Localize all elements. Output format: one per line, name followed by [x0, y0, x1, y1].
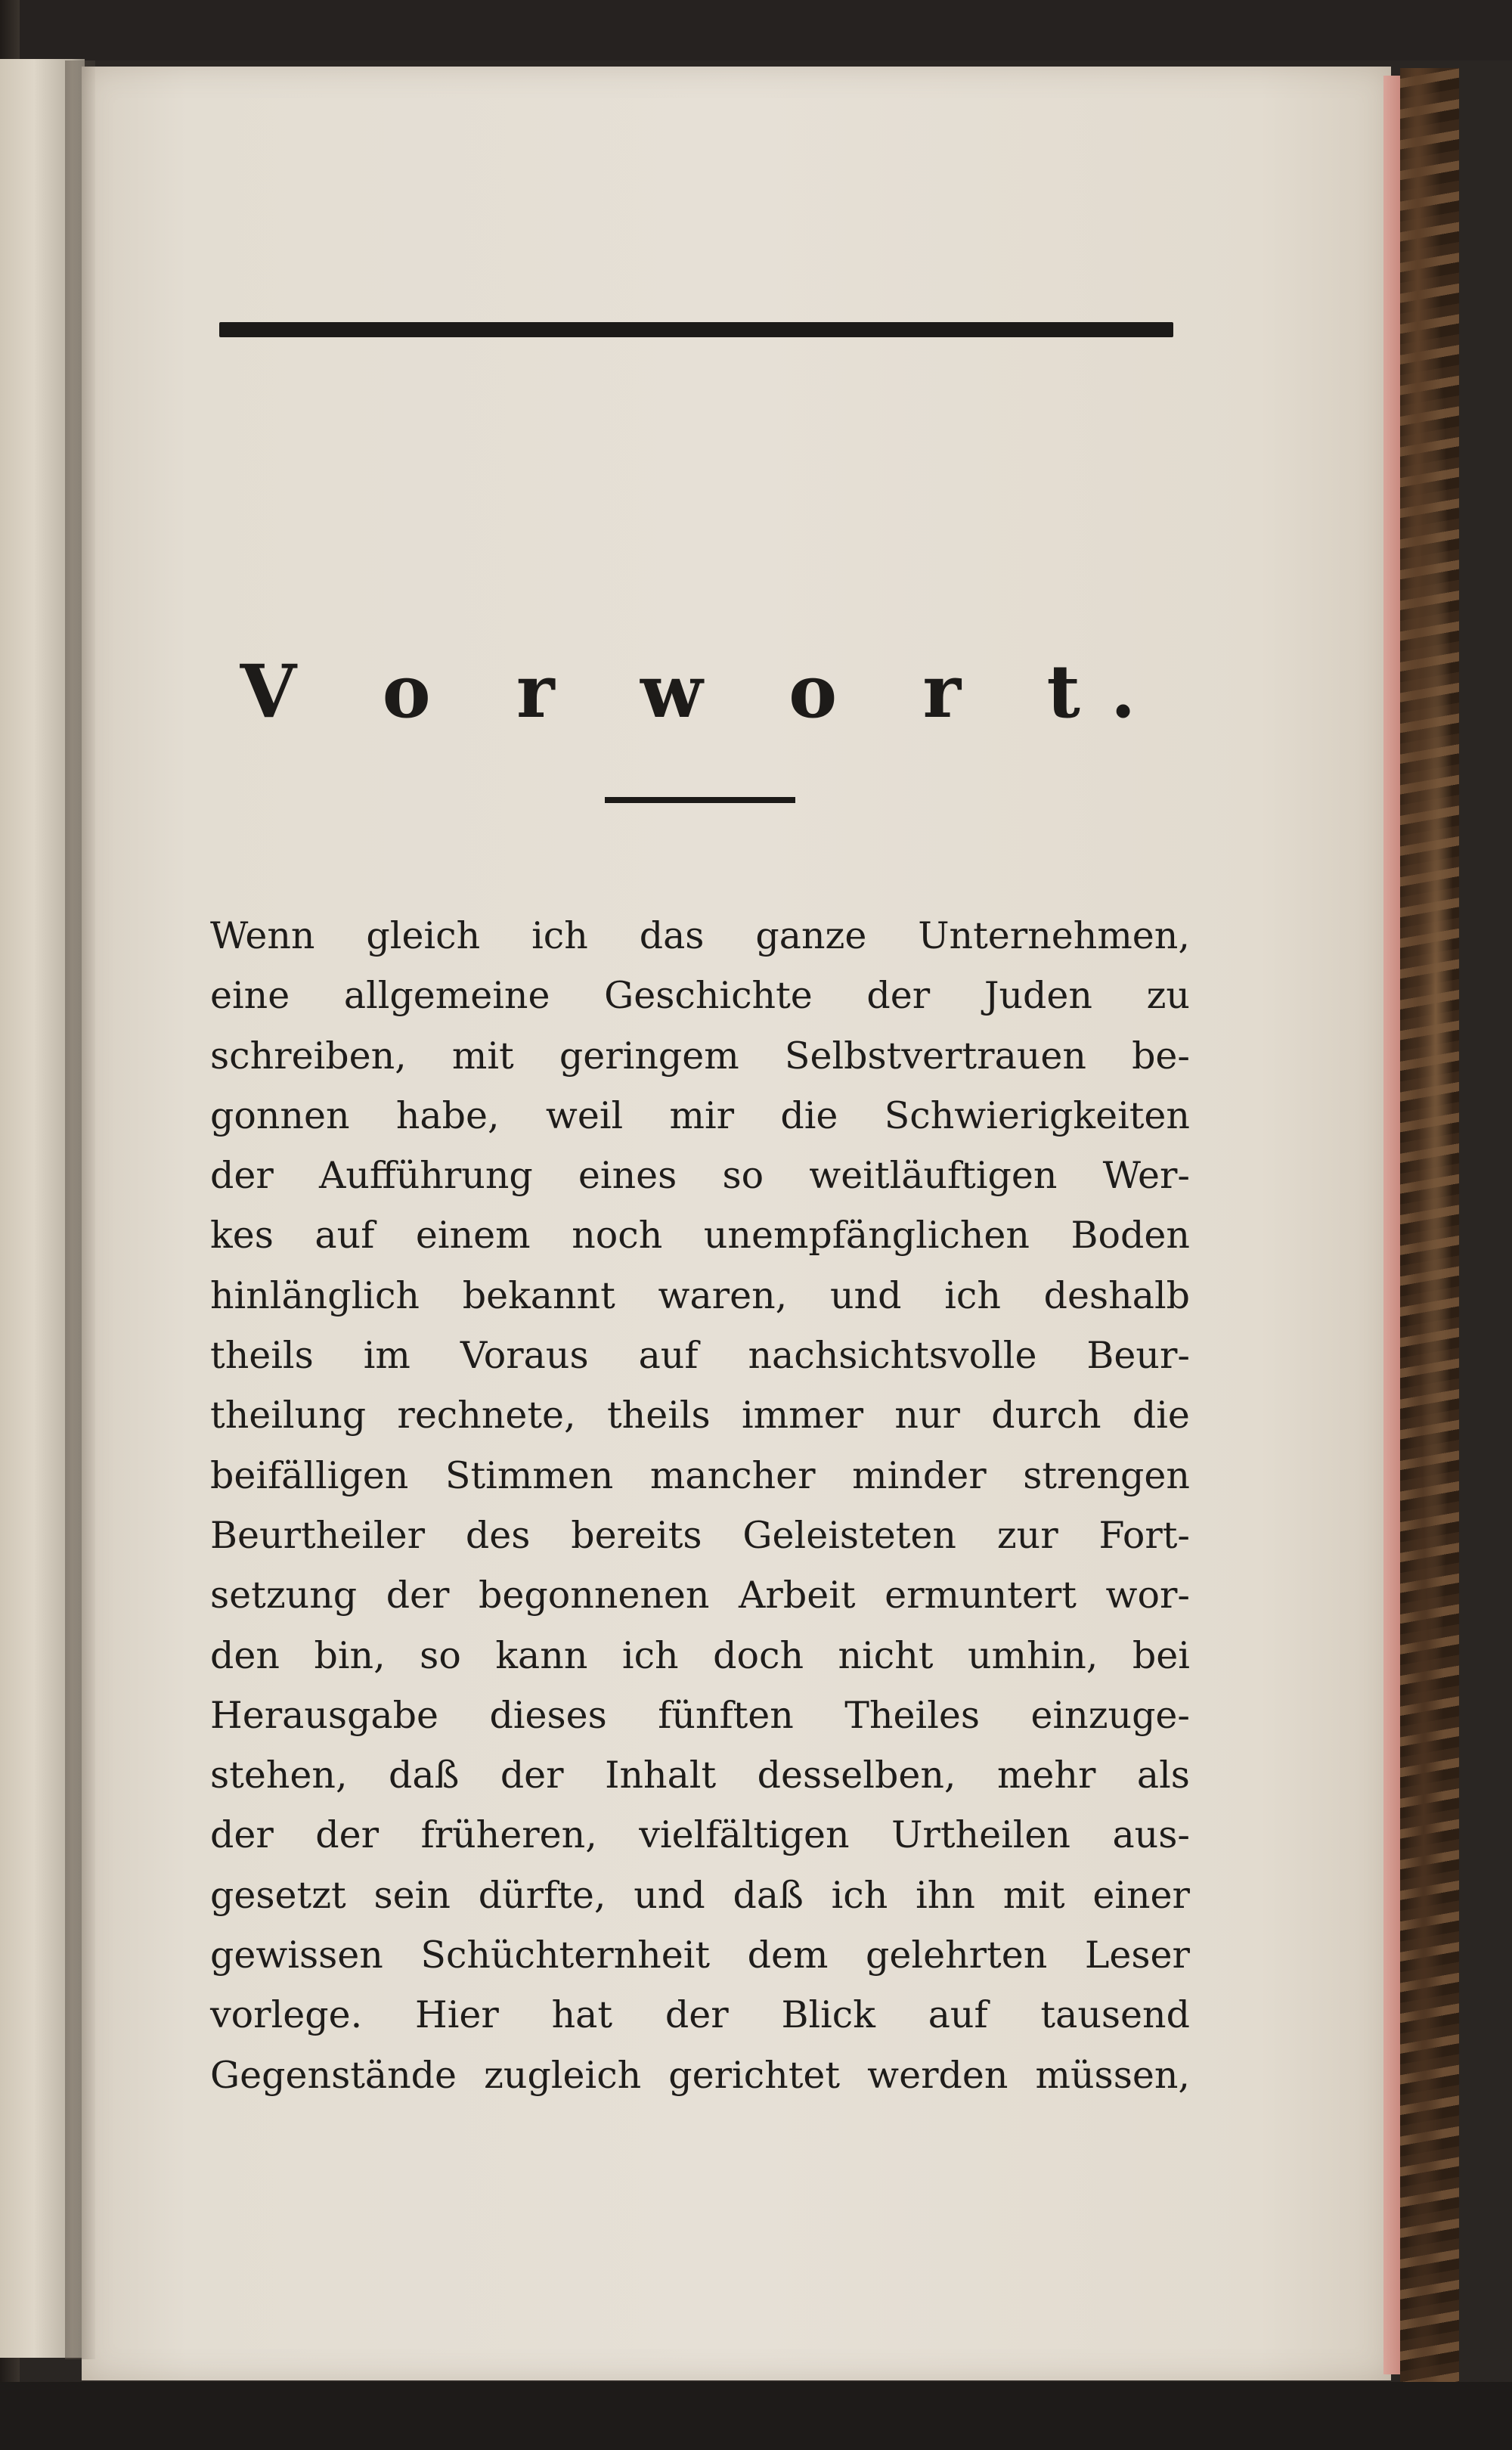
text-line [210, 2045, 1190, 2105]
text-word: Selbstvertrauen [784, 1034, 1086, 1078]
text-word: als [1136, 1754, 1190, 1797]
text-word: zu [1146, 974, 1190, 1018]
text-word: habe, [395, 1093, 500, 1137]
marbled-cover [1400, 68, 1459, 2405]
text-word: auf [638, 1334, 699, 1378]
text-word: so [722, 1154, 764, 1198]
text-word: bereits [571, 1513, 702, 1557]
text-word: rechnete, [397, 1394, 576, 1437]
text-word: Geschichte [604, 974, 813, 1018]
text-word: vielfältigen [639, 1813, 850, 1857]
text-word: einem [415, 1214, 531, 1258]
text-line [210, 1865, 1190, 1925]
text-word: nicht [838, 1633, 934, 1677]
text-word: Geleisteten [742, 1513, 956, 1557]
text-line [210, 906, 1190, 966]
text-word: hinlänglich [210, 1273, 420, 1317]
text-line [210, 1446, 1190, 1506]
text-word: gewissen [210, 1934, 383, 1977]
text-word: wor- [1105, 1574, 1190, 1617]
text-word: unempfänglichen [703, 1214, 1030, 1258]
text-word: kann [495, 1633, 588, 1677]
text-line [210, 1026, 1190, 1086]
text-word: das [639, 914, 705, 957]
text-word: Gegenstände [210, 2053, 457, 2097]
text-word: mancher [649, 1453, 816, 1497]
text-word: mehr [996, 1754, 1096, 1797]
text-line [210, 1626, 1190, 1686]
text-word: ich [831, 1873, 888, 1917]
background-top [0, 0, 1512, 60]
text-line [210, 1506, 1190, 1565]
text-word: gonnen [210, 1093, 350, 1137]
text-word: setzung [210, 1574, 358, 1617]
text-word: ich [531, 914, 588, 957]
text-word: Unternehmen, [918, 914, 1190, 957]
text-word: Fort- [1098, 1513, 1190, 1557]
text-word: der [315, 1813, 380, 1857]
text-line [210, 1385, 1190, 1445]
text-word: dürfte, [478, 1873, 606, 1917]
text-line [210, 1565, 1190, 1625]
text-word: vorlege. [210, 1993, 363, 2037]
text-word: doch [713, 1633, 804, 1677]
text-word: die [780, 1093, 838, 1137]
text-word: gerichtet [668, 2053, 841, 2097]
text-word: mit [451, 1034, 514, 1078]
text-word: Stimmen [445, 1453, 614, 1497]
text-word: Urtheilen [891, 1813, 1070, 1857]
text-word: Boden [1070, 1214, 1190, 1258]
text-word: noch [572, 1214, 663, 1258]
gutter-shadow [65, 60, 95, 2359]
text-word: nachsichtsvolle [748, 1334, 1037, 1378]
text-word: der [210, 1154, 274, 1198]
text-word: auf [928, 1993, 988, 2037]
text-word: Theiles [844, 1693, 981, 1737]
body-text [210, 906, 1190, 2105]
text-word: dieses [489, 1693, 607, 1737]
text-word: und [634, 1873, 705, 1917]
text-word: beifälligen [210, 1453, 409, 1497]
text-word: bin, [314, 1633, 386, 1677]
text-word: Voraus [460, 1334, 589, 1378]
text-word: allgemeine [343, 974, 550, 1018]
text-word: eine [210, 974, 290, 1018]
text-word: die [1132, 1394, 1190, 1437]
text-word: müssen, [1035, 2053, 1190, 2097]
text-word: immer [742, 1394, 864, 1437]
text-word: Juden [984, 974, 1092, 1018]
text-word: stehen, [210, 1754, 348, 1797]
text-line [210, 1326, 1190, 1385]
page-edge [1383, 76, 1400, 2374]
text-word: Aufführung [318, 1154, 533, 1198]
text-word: be- [1132, 1034, 1190, 1078]
text-word: früheren, [420, 1813, 597, 1857]
text-word: der [210, 1813, 274, 1857]
text-word: des [465, 1513, 531, 1557]
text-word: Arbeit [739, 1574, 856, 1617]
text-word: daß [733, 1873, 804, 1917]
text-word: zur [996, 1513, 1058, 1557]
text-word: ermuntert [885, 1574, 1077, 1617]
text-word: theils [606, 1394, 711, 1437]
text-word: werden [867, 2053, 1009, 2097]
text-word: begonnenen [479, 1574, 710, 1617]
text-word: der [500, 1754, 564, 1797]
text-word: und [830, 1273, 902, 1317]
text-word: den [210, 1633, 280, 1677]
text-word: mir [669, 1093, 735, 1137]
text-word: hat [551, 1993, 613, 2037]
text-word: ich [621, 1633, 679, 1677]
text-word: desselben, [757, 1754, 956, 1797]
text-word: mit [1002, 1873, 1065, 1917]
text-word: zugleich [484, 2053, 642, 2097]
text-word: Hier [415, 1993, 499, 2037]
text-word: der [866, 974, 931, 1018]
header-rule [219, 322, 1173, 337]
text-line [210, 1086, 1190, 1146]
text-word: sein [373, 1873, 451, 1917]
text-word: geringem [559, 1034, 739, 1078]
text-word: Schwierigkeiten [884, 1093, 1190, 1137]
text-word: Beurtheiler [210, 1513, 425, 1557]
text-word: durch [991, 1394, 1101, 1437]
text-word: dem [747, 1934, 829, 1977]
text-word: strengen [1023, 1453, 1190, 1497]
text-word: Herausgabe [210, 1693, 439, 1737]
text-word: theils [210, 1334, 314, 1378]
text-word: tausend [1040, 1993, 1190, 2037]
page-title: V o r w o r t. [240, 649, 1167, 734]
text-word: aus- [1112, 1813, 1190, 1857]
text-word: einer [1092, 1873, 1190, 1917]
text-line [210, 1146, 1190, 1205]
text-word: weil [545, 1093, 624, 1137]
text-word: waren, [658, 1273, 788, 1317]
text-word: schreiben, [210, 1034, 407, 1078]
text-word: ich [944, 1273, 1001, 1317]
text-line [210, 1745, 1190, 1805]
text-word: weitläuftigen [809, 1154, 1058, 1198]
text-word: deshalb [1043, 1273, 1190, 1317]
text-word: fünften [658, 1693, 794, 1737]
text-word: gleich [366, 914, 481, 957]
text-word: einzuge- [1030, 1693, 1190, 1737]
text-word: ganze [755, 914, 867, 957]
text-word: Wenn [210, 914, 315, 957]
text-line [210, 966, 1190, 1025]
text-word: gelehrten [866, 1934, 1048, 1977]
text-word: umhin, [968, 1633, 1098, 1677]
text-word: Wer- [1102, 1154, 1190, 1198]
text-word: Leser [1084, 1934, 1190, 1977]
text-word: bekannt [462, 1273, 615, 1317]
text-line [210, 1686, 1190, 1745]
text-line [210, 1925, 1190, 1985]
text-word: so [420, 1633, 461, 1677]
text-word: daß [389, 1754, 460, 1797]
text-word: Schüchternheit [420, 1934, 711, 1977]
text-word: eines [578, 1154, 677, 1198]
text-line [210, 1205, 1190, 1265]
background-bottom [0, 2382, 1512, 2450]
text-word: auf [314, 1214, 375, 1258]
text-word: im [363, 1334, 411, 1378]
text-line [210, 1805, 1190, 1865]
text-word: Blick [781, 1993, 875, 2037]
text-word: bei [1132, 1633, 1190, 1677]
text-word: gesetzt [210, 1873, 346, 1917]
text-word: minder [852, 1453, 987, 1497]
title-rule [605, 797, 795, 803]
text-word: Beur- [1086, 1334, 1190, 1378]
text-word: theilung [210, 1394, 367, 1437]
text-word: der [665, 1993, 729, 2037]
text-word: ihn [916, 1873, 975, 1917]
text-line [210, 1985, 1190, 2045]
text-word: Inhalt [605, 1754, 717, 1797]
text-word: kes [210, 1214, 274, 1258]
text-word: der [386, 1574, 450, 1617]
text-word: nur [894, 1394, 960, 1437]
text-line [210, 1266, 1190, 1326]
